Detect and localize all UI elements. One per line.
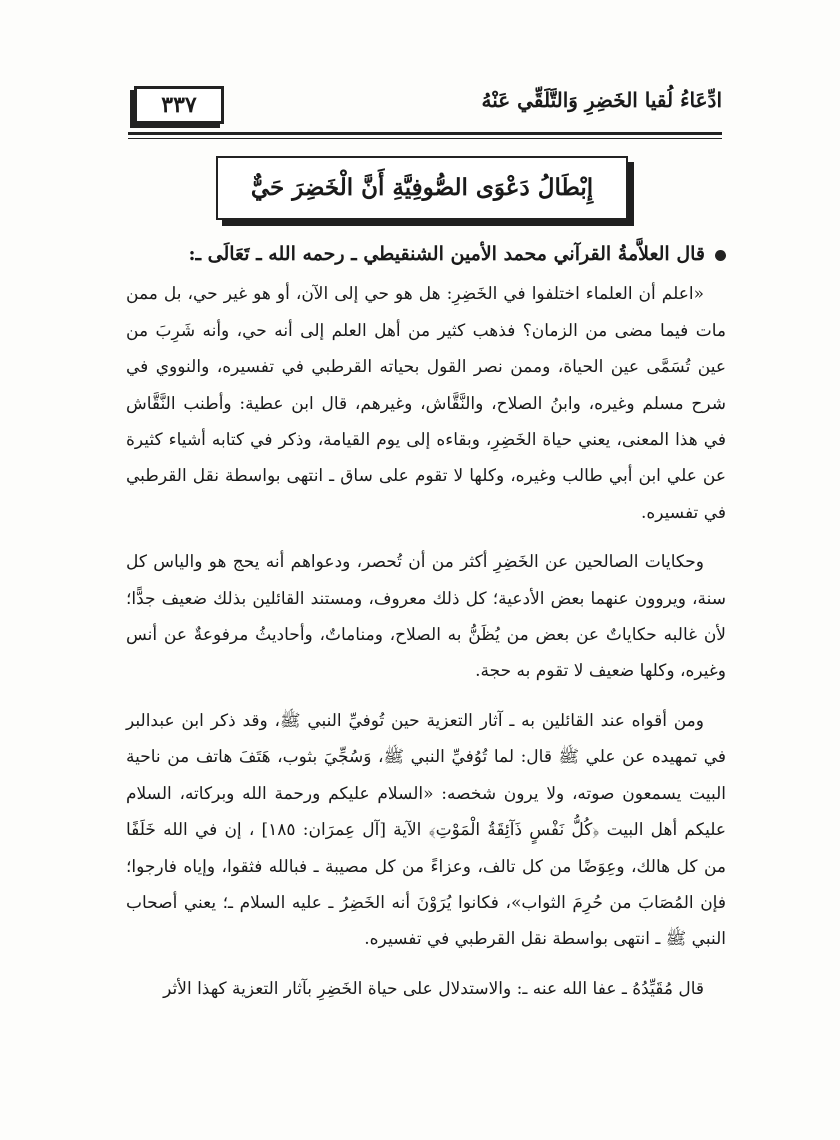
lead-text: قال العلاَّمةُ القرآني محمد الأمين الشنقيطي ـ رحمه الله ـ تَعَالَى ـ: xyxy=(188,243,705,265)
running-title: ادِّعَاءُ لُقيا الخَضِرِ وَالتَّلَقِّي عَنْهُ xyxy=(481,88,722,112)
paragraph: ومن أقواه عند القائلين به ـ آثار التعزية حين تُوفيِّ النبي ﷺ، وقد ذكر ابن عبدالبر في تمهيده عن علي ﷺ قال: لما تُوُفيِّ النبي ﷺ، وَسُجِّيَ بثوب، هَتَفَ هاتف من ناحية البيت يسمعون صوته، ولا يرون شخصه: «السلام عليكم ورحمة الله وبركاته، السلام عليكم أهل البيت ﴿كُلُّ نَفْسٍ ذَآئِقَةُ الْمَوْتِ﴾ الآية [آل عِمرَان: ١٨٥] ، إن في الله خَلَفًا من كل هالك، وعِوَضًا من كل تالف، وعزاءً من كل مصيبة ـ فبالله فثقوا، وإياه فارجوا؛ فإن المُصَابَ من حُرِمَ الثواب»، فكانوا يُرَوْنَ أنه الخَضِرُ ـ عليه السلام ـ؛ يعني أصحاب النبي ﷺ ـ انتهى بواسطة نقل القرطبي في تفسيره. xyxy=(126,710,726,950)
paragraph: وحكايات الصالحين عن الخَضِرِ أكثر من أن تُحصر، ودعواهم أنه يحج هو والياس كل سنة، ويروون عنهما بعض الأدعية؛ كل ذلك معروف، ومستند القائلين بذلك ضعيف جدًّا؛ لأن غالبه حكاياتٌ عن بعض من يُظَنُّ به الصلاح، ومناماتٌ، وأحاديثُ مرفوعةٌ عن أنس وغيره، وكلها ضعيف لا تقوم به حجة. xyxy=(126,552,726,682)
body-text xyxy=(126,236,726,1020)
paragraph: «اعلم أن العلماء اختلفوا في الخَضِرِ: هل هو حي إلى الآن، أو هو غير حي، بل ممن مات فيما مضى من الزمان؟ فذهب كثير من أهل العلم إلى أنه حي، وأنه شَرِبَ من عين تُسَمَّى عين الحياة، وممن نصر القول بحياته القرطبي في تفسيره، والنووي في شرح مسلم وغيره، وابنُ الصلاح، والنَّقَّاش، وغيرهم، قال ابن عطية: وأطنب النَّقَّاش في هذا المعنى، يعني حياة الخَضِرِ، وبقاءه إلى يوم القيامة، وذكر في كتابه أشياء كثيرة عن علي ابن أبي طالب وغيره، وكلها لا تقوم على ساق ـ انتهى بواسطة نقل القرطبي في تفسيره. xyxy=(126,284,726,523)
page-number: ٣٣٧ xyxy=(134,86,224,124)
lead-line xyxy=(126,236,726,272)
bullet-icon xyxy=(715,250,726,261)
paragraph: قال مُقَيِّدُهُ ـ عفا الله عنه ـ: والاستدلال على حياة الخَضِرِ بآثار التعزية كهذا الأثر xyxy=(163,978,704,999)
section-title: إِبْطَالُ دَعْوَى الصُّوفِيَّةِ أَنَّ الْخَضِرَ حَيٌّ xyxy=(216,156,628,220)
page-header xyxy=(120,80,722,128)
header-rule xyxy=(128,132,722,139)
